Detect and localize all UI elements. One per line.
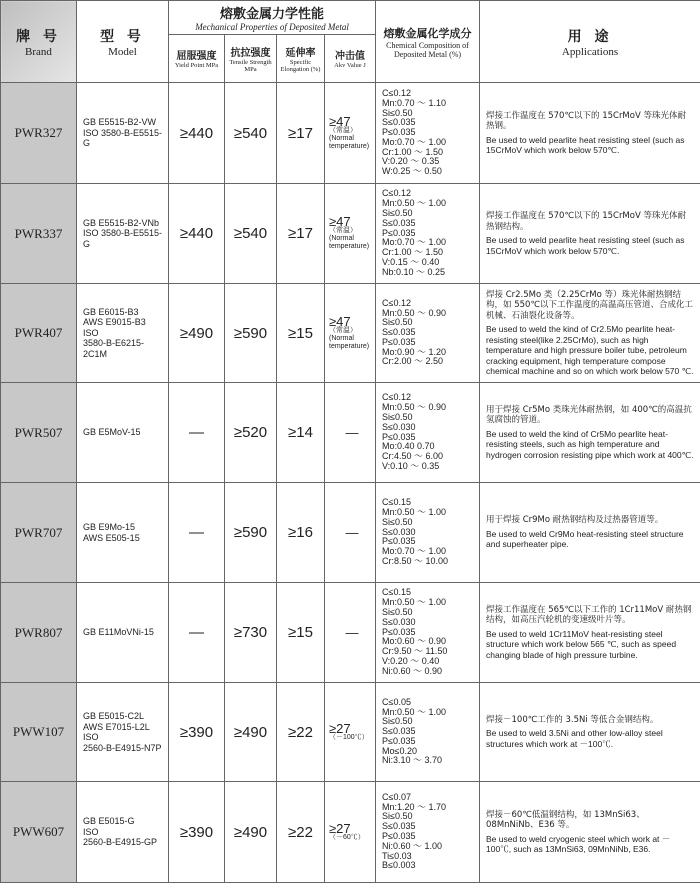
tensile-cell: ≥520 [225, 383, 277, 483]
chem-line: Mn:0.50 ～ 1.00 [382, 198, 447, 209]
impact-cell [325, 284, 376, 383]
model-line: GB E5515-B2-VW [83, 117, 157, 128]
chem-line: P≤0.035 [382, 831, 416, 841]
model-line: AWS E9015-B3 [83, 317, 146, 328]
model-line: AWS E505-15 [83, 532, 140, 543]
impact-value: ≥27 [329, 720, 351, 736]
chem-line: S≤0.035 [382, 821, 416, 832]
table-row [1, 483, 700, 583]
elongation-cell: ≥15 [277, 284, 325, 383]
model-line: ISO [83, 327, 99, 338]
application-en: Be used to weld 3.5Ni and other low-alloy steel structures which work at －100℃. [486, 728, 663, 749]
chem-line: C≤0.12 [382, 392, 411, 403]
chem-line: Si≤0.50 [382, 208, 413, 218]
impact-cell [325, 184, 376, 284]
application-cell [480, 383, 700, 483]
impact-note: temperature) [329, 142, 370, 150]
model-line: GB E9Mo-15 [83, 522, 136, 532]
chem-line: Mn:1.20 ～ 1.70 [382, 801, 447, 812]
chem-line: Mo:0.60 ～ 0.90 [382, 636, 447, 647]
chem-line: Si≤0.50 [382, 716, 413, 727]
table-row [1, 683, 700, 782]
yield-cell: ≥440 [169, 83, 225, 184]
chem-line: Si≤0.50 [382, 607, 413, 617]
chem-line: C≤0.15 [382, 587, 411, 598]
model-line: GB E5015-C2L [83, 711, 145, 721]
application-cell [480, 483, 700, 583]
model-cell [77, 284, 169, 383]
chem-line: V:0.10 ～ 0.35 [382, 460, 440, 471]
application-en: Be used to weld pearlite heat resisting steel (such as 15CrMoV which work below 570℃. [486, 235, 685, 256]
elongation-header: 延伸率 Specific Elongation (%) [277, 35, 325, 83]
impact-note: （常温） [329, 326, 357, 334]
application-zh: 焊接工作温度在 570℃以下的 15CrMoV 等珠光体耐热钢结构。 [486, 211, 686, 232]
yield-header: 屈服强度 Yield Point MPa [169, 35, 225, 83]
application-zh: 用于焊接 Cr9Mo 耐热钢结构及过热器管道等。 [486, 515, 664, 526]
chem-line: P≤0.035 [382, 735, 416, 746]
table-row [1, 83, 700, 184]
brand-cell: PWR707 [1, 483, 77, 583]
application-cell [480, 583, 700, 683]
table-body [1, 83, 700, 883]
impact-cell [325, 83, 376, 184]
chem-line: Mn:0.50 ～ 0.90 [382, 402, 447, 413]
chem-line: P≤0.035 [382, 336, 416, 347]
yield-cell: — [169, 583, 225, 683]
impact-cell [325, 683, 376, 782]
impact-value: ≥47 [329, 214, 351, 229]
elongation-cell: ≥22 [277, 683, 325, 782]
chemistry-cell [376, 383, 480, 483]
tensile-cell: ≥540 [225, 83, 277, 184]
impact-note: （－60℃） [329, 833, 365, 841]
impact-value: ≥47 [329, 113, 351, 129]
brand-cell: PWW107 [1, 683, 77, 782]
brand-cell: PWR327 [1, 83, 77, 184]
application-zh: 焊接工作温度在 570℃以下的 15CrMoV 等珠光体耐热钢。 [486, 110, 686, 131]
impact-cell [325, 583, 376, 683]
brand-header: 牌 号 Brand [1, 1, 77, 83]
table-row [1, 383, 700, 483]
chem-line: Mn:0.50 ～ 0.90 [382, 307, 447, 318]
chem-line: Mn:0.50 ～ 1.00 [382, 706, 447, 717]
impact-cell [325, 383, 376, 483]
application-cell [480, 683, 700, 782]
impact-note: （常温） [329, 126, 357, 134]
model-line: AWS E7015-L2L [83, 721, 150, 732]
application-zh: 焊接－60℃低温钢结构，如 13MnSi63、08MnNiNb、E36 等。 [486, 809, 645, 830]
chem-line: V:0.20 ～ 0.40 [382, 655, 440, 666]
chem-line: Cr:8.50 ～ 10.00 [382, 555, 449, 566]
model-line: ISO 3580-B-E5515-G [83, 228, 163, 249]
table-row [1, 583, 700, 683]
chem-line: S≤0.035 [382, 726, 416, 737]
chem-line: Ni:0.60 ～ 0.90 [382, 665, 443, 676]
application-zh: 焊接工作温度在 565℃以下工作的 1Cr11MoV 耐热钢结构，如高压汽轮机的变速级叶片等。 [486, 604, 692, 626]
model-line: ISO 3580-B-E5515-G [83, 127, 163, 149]
tensile-cell: ≥490 [225, 782, 277, 883]
chemistry-cell [376, 683, 480, 782]
model-line: ISO [83, 826, 99, 837]
chem-line: Si≤0.50 [382, 107, 413, 118]
table-row [1, 782, 700, 883]
model-line: GB E6015-B3 [83, 306, 139, 317]
impact-note: (Normal [329, 334, 354, 342]
impact-value: — [345, 625, 359, 640]
model-line: GB E11MoVNi-15 [83, 627, 154, 638]
model-cell [77, 83, 169, 184]
application-cell [480, 284, 700, 383]
chem-line: Mo:0.90 ～ 1.20 [382, 346, 447, 357]
chem-line: Ti≤0.03 [382, 850, 412, 861]
chemistry-cell [376, 284, 480, 383]
chem-line: Si≤0.50 [382, 516, 413, 527]
elongation-cell: ≥14 [277, 383, 325, 483]
impact-cell [325, 483, 376, 583]
chem-line: Si≤0.50 [382, 317, 413, 328]
brand-cell: PWR507 [1, 383, 77, 483]
chemistry-cell [376, 782, 480, 883]
application-cell [480, 184, 700, 284]
yield-cell: ≥390 [169, 683, 225, 782]
tensile-cell: ≥590 [225, 483, 277, 583]
chem-line: P≤0.035 [382, 431, 416, 442]
application-en: Be used to weld Cr9Mo heat-resisting steel structure and superheater pipe. [486, 528, 684, 550]
application-cell [480, 782, 700, 883]
chem-line: P≤0.035 [382, 626, 416, 637]
chem-line: C≤0.12 [382, 188, 411, 199]
brand-cell: PWR807 [1, 583, 77, 683]
chem-line: Ni:0.60 ～ 1.00 [382, 840, 443, 851]
chem-line: C≤0.07 [382, 791, 411, 802]
chem-line: Mn:0.50 ～ 1.00 [382, 507, 447, 517]
model-cell [77, 683, 169, 782]
model-line: ISO [83, 732, 99, 742]
chem-line: S≤0.030 [382, 526, 416, 537]
chem-line: V:0.15 ～ 0.40 [382, 256, 440, 267]
application-zh: 焊接－100℃工作的 3.5Ni 等低合金钢结构。 [486, 714, 659, 725]
model-line: GB E5MoV-15 [83, 427, 141, 438]
application-en: Be used to weld the kind of Cr5Mo pearlite heat-resisting steels, such as high temperature and hydrogen corrosion resisting pipe which work at 400℃. [486, 428, 694, 460]
impact-value: — [345, 525, 359, 540]
application-zh: 焊接 Cr2.5Mo 类（2.25CrMo 等）珠光体耐热钢结构，如 550℃以下工作温度的高温高压管道、合成化工机械、石油裂化设备等。 [486, 289, 693, 321]
chem-line: S≤0.030 [382, 421, 416, 432]
application-zh: 用于焊接 Cr5Mo 类珠光体耐热钢，如 400℃的高温抗氢腐蚀的管道。 [486, 404, 692, 426]
chem-line: Mn:0.50 ～ 1.00 [382, 597, 447, 608]
yield-cell: ≥440 [169, 184, 225, 284]
chem-line: S≤0.035 [382, 327, 416, 338]
model-line: 3580-B-E6215-2C1M [83, 338, 145, 359]
model-line: 2560-B-E4915-GP [83, 837, 158, 848]
model-line: GB E5015-G [83, 816, 135, 827]
impact-note: （常温） [329, 227, 357, 234]
chem-line: Nb:0.10 ～ 0.25 [382, 266, 446, 277]
chemical-header: 熔敷金属化学成分 Chemical Composition of Deposited Metal (%) [376, 1, 480, 83]
table-row [1, 284, 700, 383]
impact-note: temperature) [329, 342, 370, 350]
chem-line: S≤0.035 [382, 217, 416, 228]
tensile-header: 抗拉强度 Tensile Strength MPa [225, 35, 277, 83]
chem-line: Ni:3.10 ～ 3.70 [382, 755, 443, 766]
chem-line: P≤0.035 [382, 536, 416, 547]
tensile-cell: ≥590 [225, 284, 277, 383]
chem-line: Cr:1.00 ～ 1.50 [382, 247, 444, 258]
tensile-cell: ≥540 [225, 184, 277, 284]
chem-line: V:0.20 ～ 0.35 [382, 156, 440, 167]
chem-line: C≤0.12 [382, 297, 411, 308]
elongation-cell: ≥17 [277, 83, 325, 184]
model-header: 型 号 Model [77, 1, 169, 83]
chem-line: Cr:9.50 ～ 11.50 [382, 646, 448, 657]
model-line: 2560-B-E4915-N7P [83, 742, 162, 753]
chem-line: Mo:0.70 ～ 1.00 [382, 546, 447, 557]
model-line: GB E5515-B2-VNb [83, 217, 160, 228]
chem-line: Cr:4.50 ～ 6.00 [382, 451, 444, 462]
chem-line: Mo:0.40 0.70 [382, 441, 435, 452]
impact-value: ≥27 [329, 820, 351, 836]
impact-note: (Normal [329, 235, 354, 242]
tensile-cell: ≥730 [225, 583, 277, 683]
chem-line: S≤0.035 [382, 117, 416, 128]
chemistry-cell [376, 483, 480, 583]
chem-line: P≤0.035 [382, 127, 416, 138]
chem-line: Si≤0.50 [382, 411, 413, 422]
elongation-cell: ≥17 [277, 184, 325, 284]
chem-line: C≤0.05 [382, 696, 411, 707]
impact-value: — [345, 425, 359, 440]
table-row [1, 184, 700, 284]
model-cell [77, 483, 169, 583]
chem-line: Cr:1.00 ～ 1.50 [382, 146, 444, 157]
tensile-cell: ≥490 [225, 683, 277, 782]
elongation-cell: ≥15 [277, 583, 325, 683]
yield-cell: — [169, 483, 225, 583]
model-cell [77, 782, 169, 883]
chem-line: S≤0.030 [382, 616, 416, 627]
chem-line: Mo:0.70 ～ 1.00 [382, 136, 447, 147]
impact-note: （－100℃） [329, 733, 369, 741]
impact-note: (Normal [329, 134, 354, 142]
applications-header: 用 途 Applications [480, 1, 700, 83]
impact-value: ≥47 [329, 313, 351, 329]
model-cell [77, 583, 169, 683]
chem-line: Si≤0.50 [382, 811, 413, 822]
chemistry-cell [376, 583, 480, 683]
chem-line: Mo≤0.20 [382, 745, 417, 756]
brand-cell: PWR337 [1, 184, 77, 284]
yield-cell: ≥390 [169, 782, 225, 883]
mechanical-header: 熔敷金属力学性能 Mechanical Properties of Deposited Metal [169, 1, 376, 35]
brand-cell: PWW607 [1, 782, 77, 883]
elongation-cell: ≥16 [277, 483, 325, 583]
impact-header: 冲击值 Akv Value J [325, 35, 376, 83]
chem-line: Cr:2.00 ～ 2.50 [382, 356, 444, 367]
chemistry-cell [376, 184, 480, 284]
model-cell [77, 383, 169, 483]
chem-line: W:0.25 ～ 0.50 [382, 166, 442, 177]
elongation-cell: ≥22 [277, 782, 325, 883]
impact-cell [325, 782, 376, 883]
chem-line: P≤0.035 [382, 227, 416, 238]
yield-cell: — [169, 383, 225, 483]
brand-cell: PWR407 [1, 284, 77, 383]
impact-note: temperature) [329, 243, 370, 250]
application-cell [480, 83, 700, 184]
chem-line: C≤0.12 [382, 87, 411, 98]
chem-line: B≤0.003 [382, 860, 416, 871]
application-en: Be used to weld 1Cr11MoV heat-resisting steel structure which work below 565 ℃, such as speed changing blade of high pressure turbine. [486, 628, 677, 660]
chemistry-cell [376, 83, 480, 184]
application-en: Be used to weld pearlite heat resisting steel (such as 15CrMoV which work below 570℃. [486, 134, 685, 155]
yield-cell: ≥490 [169, 284, 225, 383]
chem-line: Mo:0.70 ～ 1.00 [382, 237, 447, 248]
application-en: Be used to weld the kind of Cr2.5Mo pearlite heat-resisting steel(like 2.25CrMo), such as high temperature and high pressure boiler tube, petroleum cracking equipment, high temperature compose chemical machine and so on which work below 570 ℃. [486, 324, 694, 376]
application-en: Be used to weld cryogenic steel which work at －100℃, such as 13MnSi63, 09MnNiNb, E36. [486, 833, 671, 854]
chem-line: C≤0.15 [382, 497, 411, 508]
model-cell [77, 184, 169, 284]
chem-line: Mn:0.70 ～ 1.10 [382, 97, 447, 108]
